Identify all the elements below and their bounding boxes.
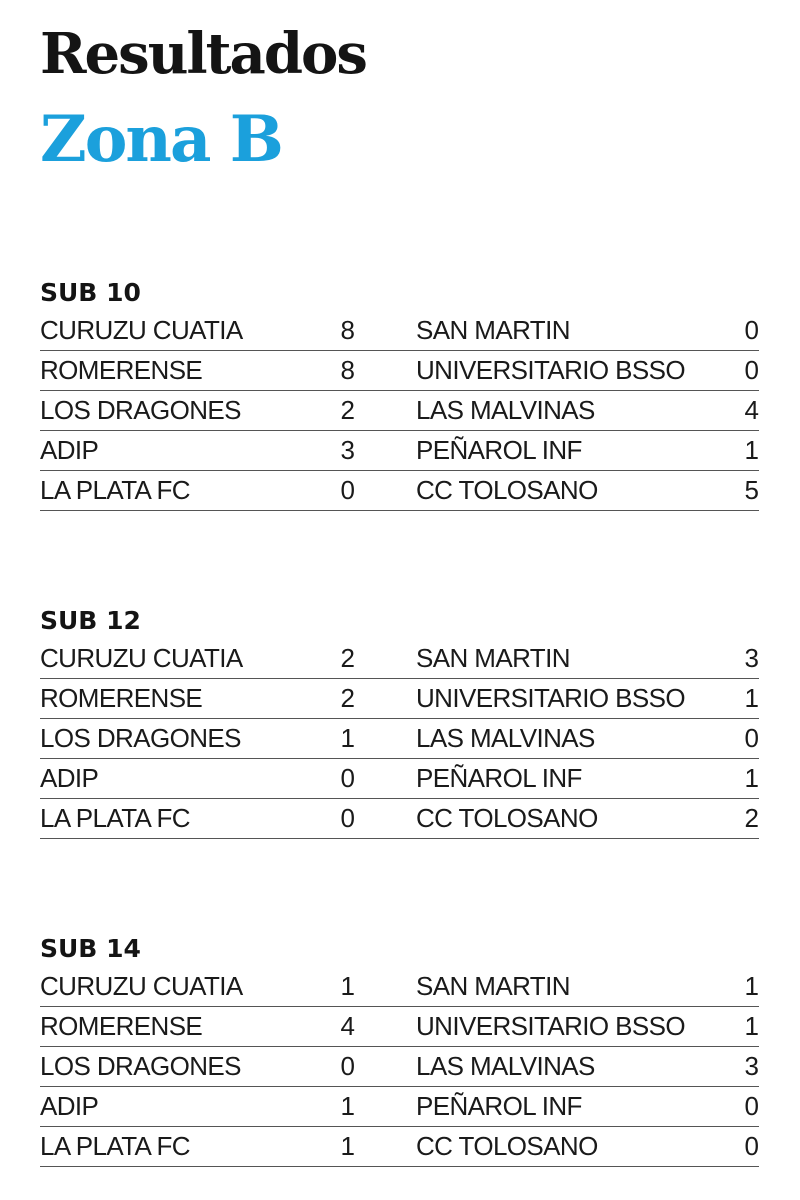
away-team: CC TOLOSANO (416, 1131, 598, 1161)
home-score: 0 (340, 475, 355, 505)
away-score: 5 (744, 475, 759, 505)
match-row (40, 679, 759, 719)
away-team: UNIVERSITARIO BSSO (416, 355, 685, 385)
away-team: CC TOLOSANO (416, 475, 598, 505)
match-row (40, 351, 759, 391)
away-team: SAN MARTIN (416, 643, 570, 673)
home-team: LOS DRAGONES (40, 395, 241, 425)
home-score: 1 (340, 1091, 355, 1121)
away-score: 0 (744, 1091, 759, 1121)
page-subtitle: Zona B (40, 102, 282, 177)
home-team: LA PLATA FC (40, 475, 190, 505)
home-score: 1 (340, 1131, 355, 1161)
away-team: LAS MALVINAS (416, 723, 595, 753)
away-team: PEÑAROL INF (416, 435, 582, 465)
home-team: ROMERENSE (40, 355, 203, 385)
results-section-sub12 (40, 603, 759, 839)
home-team: LA PLATA FC (40, 1131, 190, 1161)
results-table (40, 311, 759, 511)
away-score: 0 (744, 315, 759, 345)
away-team: PEÑAROL INF (416, 763, 582, 793)
match-row (40, 759, 759, 799)
home-team: CURUZU CUATIA (40, 643, 243, 673)
away-team: LAS MALVINAS (416, 395, 595, 425)
away-team: UNIVERSITARIO BSSO (416, 683, 685, 713)
section-heading: SUB 12 (40, 606, 141, 635)
home-score: 0 (340, 803, 355, 833)
away-team: SAN MARTIN (416, 971, 570, 1001)
away-score: 3 (744, 1051, 759, 1081)
home-team: ADIP (40, 763, 99, 793)
match-row (40, 1087, 759, 1127)
home-score: 3 (340, 435, 355, 465)
results-section-sub10 (40, 275, 759, 511)
away-score: 1 (744, 763, 759, 793)
match-row (40, 1127, 759, 1167)
away-team: CC TOLOSANO (416, 803, 598, 833)
results-table (40, 639, 759, 839)
home-team: LOS DRAGONES (40, 1051, 241, 1081)
away-team: LAS MALVINAS (416, 1051, 595, 1081)
match-row (40, 639, 759, 679)
results-section-sub14 (40, 931, 759, 1167)
match-row (40, 391, 759, 431)
away-score: 4 (744, 395, 759, 425)
away-team: UNIVERSITARIO BSSO (416, 1011, 685, 1041)
home-score: 8 (340, 355, 355, 385)
home-team: ROMERENSE (40, 1011, 203, 1041)
home-team: ADIP (40, 1091, 99, 1121)
match-row (40, 719, 759, 759)
away-score: 0 (744, 1131, 759, 1161)
match-row (40, 1047, 759, 1087)
home-score: 0 (340, 763, 355, 793)
match-row (40, 1007, 759, 1047)
away-score: 0 (744, 355, 759, 385)
away-score: 1 (744, 971, 759, 1001)
page-title: Resultados (40, 21, 366, 87)
match-row (40, 471, 759, 511)
match-row (40, 799, 759, 839)
away-team: PEÑAROL INF (416, 1091, 582, 1121)
away-score: 2 (744, 803, 759, 833)
home-score: 1 (340, 723, 355, 753)
away-score: 3 (744, 643, 759, 673)
away-score: 1 (744, 435, 759, 465)
home-score: 1 (340, 971, 355, 1001)
home-team: CURUZU CUATIA (40, 315, 243, 345)
home-score: 2 (340, 643, 355, 673)
home-team: LOS DRAGONES (40, 723, 241, 753)
match-row (40, 431, 759, 471)
home-score: 2 (340, 683, 355, 713)
match-row (40, 967, 759, 1007)
away-score: 1 (744, 683, 759, 713)
results-table (40, 967, 759, 1167)
home-score: 2 (340, 395, 355, 425)
home-team: CURUZU CUATIA (40, 971, 243, 1001)
home-team: ADIP (40, 435, 99, 465)
away-score: 0 (744, 723, 759, 753)
match-row (40, 311, 759, 351)
home-score: 0 (340, 1051, 355, 1081)
section-heading: SUB 10 (40, 278, 141, 307)
home-team: LA PLATA FC (40, 803, 190, 833)
home-score: 4 (340, 1011, 355, 1041)
home-score: 8 (340, 315, 355, 345)
away-score: 1 (744, 1011, 759, 1041)
away-team: SAN MARTIN (416, 315, 570, 345)
section-heading: SUB 14 (40, 934, 141, 963)
home-team: ROMERENSE (40, 683, 203, 713)
